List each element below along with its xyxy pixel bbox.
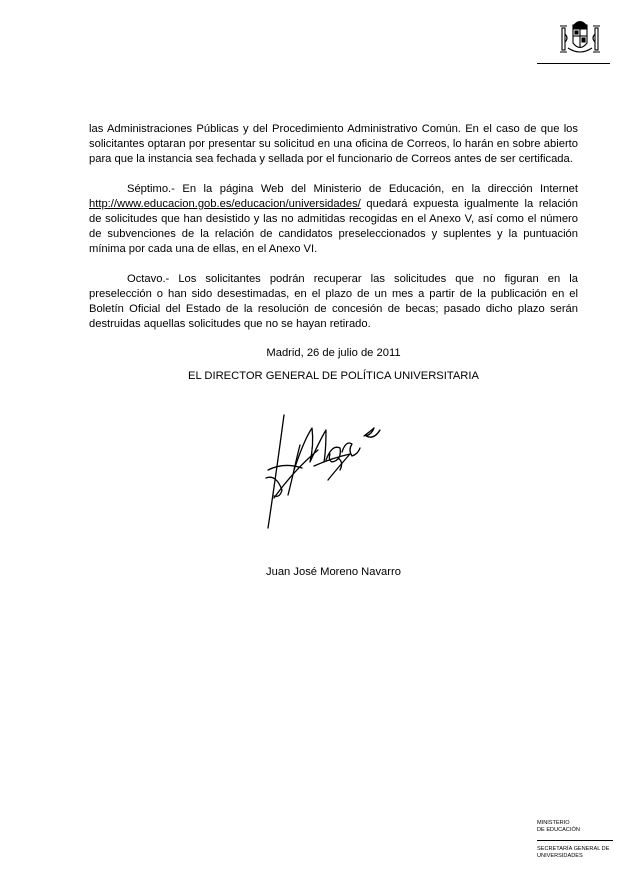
handwritten-signature [254, 400, 384, 535]
paragraph-1: las Administraciones Públicas y del Procedimiento Administrativo Común. En el caso de que los solicitantes optaran por presentar su solicitud en una oficina de Correos, lo harán en sobre abierto para que la instancia sea fechada y sellada por el funcionario de Correos antes de ser certificada. [89, 123, 578, 165]
ministry-line-2: DE EDUCACIÓN [537, 827, 580, 833]
paragraph-septimo-intro: Séptimo.- En la página Web del Ministerio de Educación, en la dirección Internet [127, 183, 578, 195]
secretaria-line-1: SECRETARÍA GENERAL DE [537, 846, 610, 852]
ministry-footer [537, 820, 613, 860]
ministry-line-1: MINISTERIO [537, 820, 570, 826]
paragraph-septimo-rest: quedará expuesta igualmente la relación de solicitudes que han desistido y las no admitidas recogidas en el Anexo V, así como el número de subvenciones de la relación de candidatos preseleccionados y suplentes y la puntuación mínima por cada una de ellas, en el Anexo VI. [89, 198, 578, 255]
paragraph-septimo [89, 182, 578, 257]
document-body [89, 122, 578, 347]
footer-rule [537, 840, 613, 841]
coat-of-arms-icon [556, 16, 604, 60]
signatory-name: Juan José Moreno Navarro [266, 566, 401, 578]
paragraph-octavo: Octavo.- Los solicitantes podrán recuperar las solicitudes que no figuran en la preselección o han sido desestimadas, en el plazo de un mes a partir de la publicación en el Boletín Oficial del Estado de la resolución de concesión de becas; pasado dicho plazo serán destruidas aquellas solicitudes que no se hayan retirado. [89, 273, 578, 330]
secretaria-line-2: UNIVERSIDADES [537, 853, 583, 859]
signing-date: Madrid, 26 de julio de 2011 [266, 347, 401, 359]
director-title: EL DIRECTOR GENERAL DE POLÍTICA UNIVERSITARIA [188, 370, 479, 382]
ministry-url-link[interactable]: http://www.educacion.gob.es/educacion/universidades/ [89, 198, 361, 210]
header-rule [537, 63, 610, 64]
